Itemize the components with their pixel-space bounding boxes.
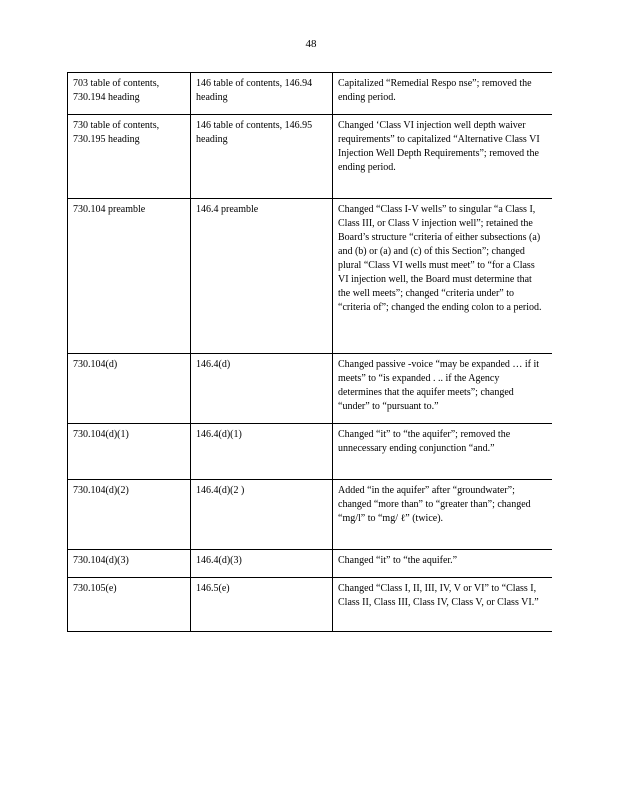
illinois-section-cell: 703 table of contents, 730.194 heading <box>68 73 191 115</box>
illinois-section-cell: 730 table of contents, 730.195 heading <box>68 115 191 199</box>
federal-section-cell: 146.4 preamble <box>191 199 333 354</box>
table-row <box>68 550 552 578</box>
federal-section-cell: 146.4(d)(3) <box>191 550 333 578</box>
illinois-section-cell: 730.104(d)(1) <box>68 424 191 480</box>
page-number: 48 <box>305 38 317 50</box>
illinois-section-cell: 730.105(e) <box>68 578 191 632</box>
illinois-section-cell: 730.104(d)(2) <box>68 480 191 550</box>
table-row <box>68 73 552 115</box>
change-description-cell: Changed passive -voice “may be expanded … if it meets” to “is expanded . .. if the Agency determines that the aquifer meets”; changed “under” to “pursuant to.” <box>333 354 552 424</box>
table-row <box>68 578 552 632</box>
table-row <box>68 354 552 424</box>
federal-section-cell: 146.5(e) <box>191 578 333 632</box>
change-description-cell: Changed “Class I-V wells” to singular “a Class I, Class III, or Class V injection well”; retained the Board’s structure “criteria of either subsections (a) and (b) or (a) and (c) of this Section”; changed plural “Class VI wells must meet” to “for a Class VI injection well, the Board must determine that the well meets”; changed “criteria under” to “criteria of”; changed the ending colon to a period. <box>333 199 552 354</box>
change-description-cell: Changed ‘Class VI injection well depth waiver requirements” to capitalized “Alternative Class VI Injection Well Depth Requirements”; removed the ending period. <box>333 115 552 199</box>
table-row <box>68 424 552 480</box>
federal-section-cell: 146.4(d) <box>191 354 333 424</box>
federal-section-cell: 146.4(d)(2 ) <box>191 480 333 550</box>
table-row <box>68 199 552 354</box>
federal-section-cell: 146 table of contents, 146.95 heading <box>191 115 333 199</box>
change-description-cell: Capitalized “Remedial Respo nse”; removed the ending period. <box>333 73 552 115</box>
change-description-cell: Added “in the aquifer” after “groundwater”; changed “more than” to “greater than”; changed “mg/l” to “mg/ ℓ” (twice). <box>333 480 552 550</box>
illinois-section-cell: 730.104(d) <box>68 354 191 424</box>
change-description-cell: Changed “it” to “the aquifer”; removed the unnecessary ending conjunction “and.” <box>333 424 552 480</box>
federal-section-cell: 146 table of contents, 146.94 heading <box>191 73 333 115</box>
federal-section-cell: 146.4(d)(1) <box>191 424 333 480</box>
change-description-cell: Changed “Class I, II, III, IV, V or VI” to “Class I, Class II, Class III, Class IV, Class V, or Class VI.” <box>333 578 552 632</box>
illinois-section-cell: 730.104(d)(3) <box>68 550 191 578</box>
change-description-cell: Changed “it” to “the aquifer.” <box>333 550 552 578</box>
amendments-table <box>67 72 552 632</box>
table-row <box>68 480 552 550</box>
illinois-section-cell: 730.104 preamble <box>68 199 191 354</box>
table-row <box>68 115 552 199</box>
